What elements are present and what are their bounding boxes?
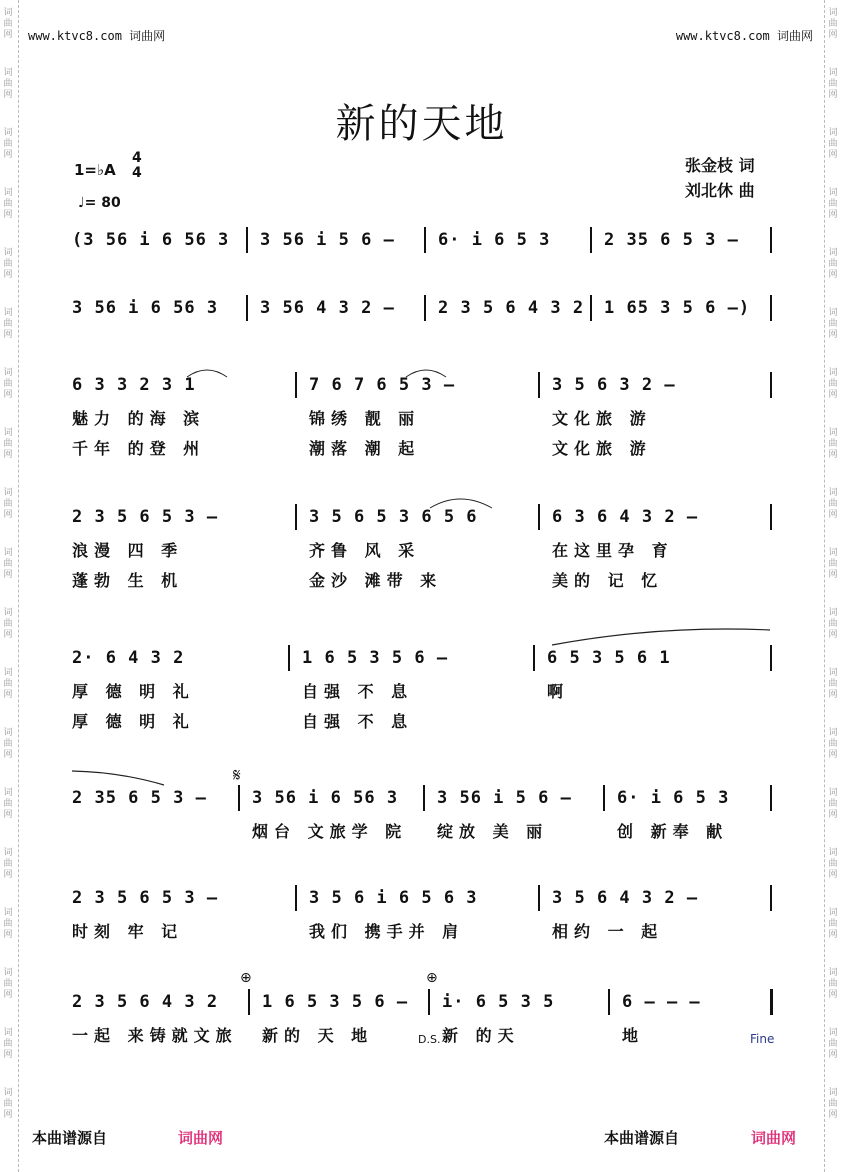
lyric-line-2: 自强 不 息 — [302, 712, 414, 731]
side-watermark-glyph: 曲 — [828, 679, 838, 689]
measure-notes: 3 5 6 4 3 2 — — [552, 888, 699, 908]
lyric-line-1: 新 的天 — [442, 1026, 520, 1045]
side-watermark-glyph: 网 — [3, 870, 13, 880]
side-watermark-glyph: 词 — [828, 668, 838, 678]
side-watermark-glyph: 词 — [3, 488, 13, 498]
measure-notes: 2 3 5 6 5 3 — — [72, 888, 219, 908]
lyric-line-1: 新的 天 地 — [262, 1026, 374, 1045]
lyric-line-1: 时刻 牢 记 — [72, 922, 184, 941]
side-watermark-glyph: 网 — [3, 90, 13, 100]
side-watermark-glyph: 词 — [828, 128, 838, 138]
side-watermark-glyph: 网 — [828, 30, 838, 40]
lyric-line-1: 烟台 文旅学 院 — [252, 822, 408, 841]
side-watermark-glyph: 网 — [3, 450, 13, 460]
side-watermark-glyph: 曲 — [828, 19, 838, 29]
side-watermark-glyph: 词 — [828, 488, 838, 498]
measure-notes: 2 3 5 6 4 3 2 — [72, 992, 219, 1012]
side-watermark-glyph: 曲 — [828, 79, 838, 89]
side-watermark-glyph: 词 — [3, 1028, 13, 1038]
side-watermark-glyph: 网 — [828, 870, 838, 880]
lyric-line-1: 绽放 美 丽 — [437, 822, 549, 841]
side-watermark-glyph: 网 — [3, 510, 13, 520]
side-watermark-glyph: 词 — [828, 1028, 838, 1038]
side-watermark-glyph: 网 — [828, 150, 838, 160]
footer-brand-right[interactable]: 词曲网 — [751, 1129, 797, 1147]
side-watermark-glyph: 曲 — [3, 19, 13, 29]
side-watermark-glyph: 网 — [3, 210, 13, 220]
side-watermark-glyph: 曲 — [3, 379, 13, 389]
measure-notes: 1 6 5 3 5 6 — — [302, 648, 449, 668]
measure-notes: 1 65 3 5 6 —) — [604, 298, 751, 318]
side-watermark-glyph: 曲 — [828, 1039, 838, 1049]
lyric-line-1: 魅力 的海 滨 — [72, 409, 206, 428]
measure-notes: 2 3 5 6 4 3 2 — [438, 298, 585, 318]
side-watermark-glyph: 网 — [828, 810, 838, 820]
side-watermark-glyph: 曲 — [3, 1099, 13, 1109]
side-watermark-glyph: 网 — [3, 1050, 13, 1060]
side-watermark-glyph: 词 — [3, 968, 13, 978]
side-watermark-glyph: 词 — [828, 548, 838, 558]
measure-notes: 6 — — — — [622, 992, 701, 1012]
side-watermark-glyph: 网 — [828, 930, 838, 940]
side-watermark-glyph: 曲 — [828, 139, 838, 149]
side-watermark-glyph: 曲 — [3, 259, 13, 269]
side-watermark-glyph: 曲 — [3, 79, 13, 89]
side-watermark-glyph: 曲 — [3, 979, 13, 989]
side-watermark-glyph: 曲 — [828, 559, 838, 569]
side-watermark-glyph: 词 — [828, 8, 838, 18]
measure-notes: 6 5 3 5 6 1 — [547, 648, 671, 668]
side-watermark-glyph: 词 — [828, 848, 838, 858]
measure-notes: 7 6 7 6 5 3 — — [309, 375, 456, 395]
measure-notes: 3 56 i 5 6 — — [260, 230, 395, 250]
lyric-line-1: 在这里孕 育 — [552, 541, 674, 560]
lyric-line-2: 厚 德 明 礼 — [72, 712, 195, 731]
side-watermark-glyph: 词 — [3, 428, 13, 438]
side-watermark-glyph: 词 — [3, 1088, 13, 1098]
side-watermark-glyph: 曲 — [3, 199, 13, 209]
measure-notes: 6 3 3 2 3 1 — [72, 375, 196, 395]
header-site-left[interactable]: www.ktvc8.com 词曲网 — [28, 29, 166, 43]
side-watermark-glyph: 网 — [3, 750, 13, 760]
side-watermark-glyph: 网 — [828, 510, 838, 520]
side-watermark-glyph: 词 — [3, 188, 13, 198]
side-watermark-glyph: 网 — [828, 750, 838, 760]
side-watermark-glyph: 词 — [828, 368, 838, 378]
side-watermark-glyph: 网 — [828, 330, 838, 340]
side-watermark-glyph: 曲 — [828, 979, 838, 989]
song-title: 新的天地 — [335, 101, 508, 147]
side-watermark-glyph: 词 — [828, 608, 838, 618]
side-watermark-glyph: 网 — [3, 570, 13, 580]
lyric-line-1: 我们 携手并 肩 — [309, 922, 465, 941]
measure-notes: 2 3 5 6 5 3 — — [72, 507, 219, 527]
lyric-line-1: 创 新奉 献 — [617, 822, 729, 841]
lyric-line-1: 齐鲁 风 采 — [309, 541, 421, 560]
measure-notes: 2 35 6 5 3 — — [604, 230, 739, 250]
coda-symbol-2: ⊕ — [426, 970, 438, 986]
side-watermark-glyph: 曲 — [3, 1039, 13, 1049]
side-watermark-glyph: 网 — [3, 990, 13, 1000]
side-watermark-glyph: 曲 — [828, 619, 838, 629]
measure-notes: (3 56 i 6 56 3 — [72, 230, 230, 250]
side-watermark-glyph: 网 — [3, 150, 13, 160]
side-watermark-glyph: 词 — [3, 248, 13, 258]
measure-notes: i· 6 5 3 5 — [442, 992, 555, 1012]
side-watermark-glyph: 曲 — [828, 499, 838, 509]
lyric-line-1: 浪漫 四 季 — [72, 541, 184, 560]
footer-brand-left[interactable]: 词曲网 — [178, 1129, 224, 1147]
lyricist-credit: 张金枝 词 — [685, 156, 755, 175]
side-watermark-glyph: 网 — [3, 1110, 13, 1120]
side-watermark-glyph: 词 — [3, 788, 13, 798]
tempo-marking: ♩= 80 — [78, 195, 121, 211]
side-watermark-glyph: 网 — [3, 270, 13, 280]
side-watermark-glyph: 词 — [3, 608, 13, 618]
side-watermark-glyph: 词 — [3, 848, 13, 858]
time-signature-top: 4 — [132, 150, 142, 166]
side-watermark-glyph: 网 — [828, 1110, 838, 1120]
side-watermark-glyph: 词 — [3, 908, 13, 918]
lyric-line-2: 千年 的登 州 — [72, 439, 206, 458]
side-watermark-glyph: 网 — [828, 90, 838, 100]
side-watermark-glyph: 曲 — [3, 439, 13, 449]
side-watermark-glyph: 词 — [3, 68, 13, 78]
lyric-line-1: 啊 — [547, 682, 570, 701]
side-watermark-glyph: 词 — [828, 248, 838, 258]
side-watermark-glyph: 词 — [828, 908, 838, 918]
side-watermark-glyph: 词 — [828, 428, 838, 438]
side-watermark-glyph: 网 — [3, 30, 13, 40]
side-watermark-glyph: 曲 — [3, 859, 13, 869]
side-watermark-glyph: 词 — [828, 728, 838, 738]
side-watermark-glyph: 曲 — [828, 739, 838, 749]
measure-notes: 3 56 i 6 56 3 — [72, 298, 219, 318]
footer-source-right: 本曲谱源自 — [604, 1129, 680, 1147]
measure-notes: 3 5 6 5 3 6 5 6 — [309, 507, 478, 527]
side-watermark-glyph: 曲 — [3, 739, 13, 749]
lyric-line-1: 地 — [622, 1026, 645, 1045]
side-watermark-glyph: 曲 — [3, 919, 13, 929]
measure-notes: 6· i 6 5 3 — [438, 230, 551, 250]
side-watermark-glyph: 曲 — [3, 799, 13, 809]
side-watermark-glyph: 网 — [828, 1050, 838, 1060]
lyric-line-1: 厚 德 明 礼 — [72, 682, 195, 701]
side-watermark-glyph: 网 — [828, 210, 838, 220]
side-watermark-glyph: 曲 — [3, 319, 13, 329]
side-watermark-glyph: 网 — [828, 270, 838, 280]
measure-notes: 6 3 6 4 3 2 — — [552, 507, 699, 527]
side-watermark-glyph: 网 — [3, 810, 13, 820]
side-watermark-glyph: 网 — [828, 630, 838, 640]
header-site-right[interactable]: www.ktvc8.com 词曲网 — [675, 29, 813, 43]
measure-notes: 6· i 6 5 3 — [617, 788, 730, 808]
ds-marking: D.S. — [418, 1033, 441, 1046]
side-watermark-glyph: 曲 — [828, 259, 838, 269]
lyric-line-2: 蓬勃 生 机 — [72, 571, 184, 590]
measure-notes: 3 5 6 i 6 5 6 3 — [309, 888, 478, 908]
side-watermark-glyph: 曲 — [828, 1099, 838, 1109]
lyric-line-1: 相约 一 起 — [552, 922, 664, 941]
footer-source-left: 本曲谱源自 — [32, 1129, 108, 1147]
side-watermark-glyph: 曲 — [828, 319, 838, 329]
key-signature: 1=♭A — [74, 161, 116, 179]
side-watermark-glyph: 词 — [3, 308, 13, 318]
segno-symbol: 𝄋 — [233, 765, 241, 786]
side-watermark-glyph: 曲 — [828, 199, 838, 209]
side-watermark-glyph: 词 — [3, 728, 13, 738]
lyric-line-1: 一起 来铸就文旅 — [72, 1026, 238, 1045]
side-watermark-glyph: 曲 — [828, 379, 838, 389]
side-watermark-glyph: 网 — [3, 390, 13, 400]
measure-notes: 3 56 i 5 6 — — [437, 788, 572, 808]
side-watermark-glyph: 曲 — [3, 499, 13, 509]
side-watermark-glyph: 网 — [828, 390, 838, 400]
coda-symbol-1: ⊕ — [240, 970, 252, 986]
side-watermark-glyph: 词 — [828, 968, 838, 978]
measure-notes: 2· 6 4 3 2 — [72, 648, 185, 668]
lyric-line-1: 文化旅 游 — [552, 409, 652, 428]
side-watermark-glyph: 曲 — [3, 679, 13, 689]
lyric-line-2: 潮落 潮 起 — [309, 439, 421, 458]
fine-marking: Fine — [750, 1032, 775, 1046]
side-watermark-glyph: 网 — [3, 930, 13, 940]
lyric-line-2: 金沙 滩带 来 — [309, 571, 443, 590]
side-watermark-glyph: 网 — [828, 450, 838, 460]
measure-notes: 3 56 i 6 56 3 — [252, 788, 399, 808]
side-watermark-glyph: 曲 — [828, 919, 838, 929]
side-watermark-glyph: 网 — [3, 690, 13, 700]
measure-notes: 1 6 5 3 5 6 — — [262, 992, 409, 1012]
lyric-line-2: 美的 记 忆 — [552, 571, 664, 590]
side-watermark-glyph: 词 — [3, 8, 13, 18]
side-watermark-glyph: 词 — [3, 548, 13, 558]
side-watermark-glyph: 曲 — [3, 139, 13, 149]
measure-notes: 3 5 6 3 2 — — [552, 375, 676, 395]
side-watermark-glyph: 网 — [3, 630, 13, 640]
side-watermark-glyph: 网 — [828, 990, 838, 1000]
side-watermark-glyph: 网 — [828, 690, 838, 700]
side-watermark-glyph: 曲 — [828, 439, 838, 449]
side-watermark-glyph: 词 — [3, 368, 13, 378]
side-watermark-glyph: 词 — [3, 128, 13, 138]
side-watermark-glyph: 网 — [828, 570, 838, 580]
lyric-line-2: 文化旅 游 — [552, 439, 652, 458]
side-watermark-glyph: 词 — [828, 68, 838, 78]
side-watermark-glyph: 词 — [828, 188, 838, 198]
measure-notes: 2 35 6 5 3 — — [72, 788, 207, 808]
side-watermark-glyph: 词 — [828, 1088, 838, 1098]
side-watermark-glyph: 词 — [828, 308, 838, 318]
side-watermark-glyph: 网 — [3, 330, 13, 340]
side-watermark-glyph: 曲 — [828, 799, 838, 809]
measure-notes: 3 56 4 3 2 — — [260, 298, 395, 318]
composer-credit: 刘北休 曲 — [685, 181, 755, 200]
lyric-line-1: 自强 不 息 — [302, 682, 414, 701]
side-watermark-glyph: 曲 — [3, 559, 13, 569]
side-watermark-glyph: 词 — [3, 668, 13, 678]
side-watermark-glyph: 曲 — [828, 859, 838, 869]
side-watermark-glyph: 曲 — [3, 619, 13, 629]
lyric-line-1: 锦绣 靓 丽 — [309, 409, 421, 428]
side-watermark-glyph: 词 — [828, 788, 838, 798]
time-signature-bottom: 4 — [132, 165, 142, 181]
